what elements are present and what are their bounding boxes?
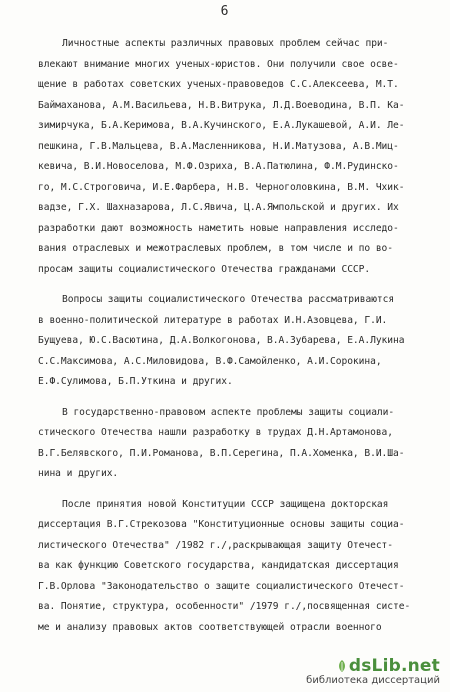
text-line: Е.Ф.Сулимова, Б.П.Уткина и других. [38,376,233,387]
paragraph-gap [38,280,438,290]
text-line: Вопросы защиты социалистического Отечества рассматриваются [62,294,395,305]
text-line: пешкина, Г.В.Мальцева, В.А.Масленникова, Н.И.Матузова, А.В.Миц- [38,140,399,152]
paragraph-3 [38,403,438,485]
page-number: 6 [220,4,230,19]
text-line: После принятия новой Конституции СССР защищена докторская [62,498,389,510]
paragraph-1 [38,34,438,280]
text-line: ме и анализу правовых актов соответствующей отрасли военного [38,621,382,633]
text-line: нина и других. [38,468,119,479]
text-line: С.С.Максимова, А.С.Миловидова, В.Ф.Самойленко, А.И.Сорокина, [38,355,382,367]
document-body [38,34,438,638]
text-line: В государственно-правовом аспекте проблемы защиты социали- [62,406,395,418]
text-line: в военно-политической литературе в работах И.Н.Азовцева, Г.И. [38,314,388,326]
text-line: Баймаханова, А.М.Васильева, Н.В.Витрука, Л.Д.Воеводина, В.П. Ка- [38,99,405,111]
watermark-subtitle: библиотека диссертаций [306,675,440,686]
text-line: диссертация В.Г.Стрекозова "Конституционные основы защиты социа- [38,519,405,530]
text-line: стического Отечества нашли разработку в трудах Д.Н.Артамонова, [38,427,394,438]
text-line: влекают внимание многих ученых-юристов. Они получили свое осве- [38,58,399,70]
text-line: зимирчука, Б.А.Керимова, В.А.Кучинского, Е.А.Лукашевой, А.И. Ле- [38,120,405,131]
text-line: Бущуева, Ю.С.Васютина, Д.А.Волкогонова, В.А.Зубарева, Е.А.Лукина [38,335,405,346]
leaf-icon [337,659,347,673]
watermark [306,656,440,686]
paragraph-gap [38,393,438,403]
text-line: В.Г.Белявского, П.И.Романова, В.П.Серегина, П.А.Хоменка, В.И.Ша- [38,447,405,459]
text-line: го, М.С.Строговича, И.Е.Фарбера, Н.В. Черноголовкина, В.М. Чхик- [38,181,405,193]
paragraph-4 [38,495,438,639]
text-line: щение в работах советских ученых-правоведов С.С.Алексеева, М.Т. [38,79,399,90]
paragraph-gap [38,485,438,495]
text-line: разработки дают возможность наметить новые направления исследо- [38,222,399,234]
text-line: кевича, В.И.Новоселова, М.Ф.Озриха, В.А.Патюлина, Ф.М.Рудинско- [38,161,399,172]
paragraph-2 [38,290,438,393]
watermark-brand: dsLib.net [348,656,440,676]
text-line: ва как функцию Советского государства, кандидатская диссертация [38,560,399,571]
watermark-logo [306,656,440,676]
text-line: вания отраслевых и межотраслевых проблем, в том числе и по во- [38,243,394,254]
text-line: Личностные аспекты различных правовых проблем сейчас при- [62,38,389,49]
text-line: ва. Понятие, структура, особенности" /1979 г./,посвященная систе- [38,601,411,612]
text-line: вадзе, Г.Х. Шахназарова, Л.С.Явича, Ц.А.Ямпольской и других. Их [38,202,399,213]
text-line: просам защиты социалистического Отечества гражданами СССР. [38,263,371,275]
text-line: Г.В.Орлова "Законодательство о защите социалистического Отечест- [38,580,405,592]
text-line: листического Отечества" /1982 г./,раскрывающая защиту Отечест- [38,539,394,551]
